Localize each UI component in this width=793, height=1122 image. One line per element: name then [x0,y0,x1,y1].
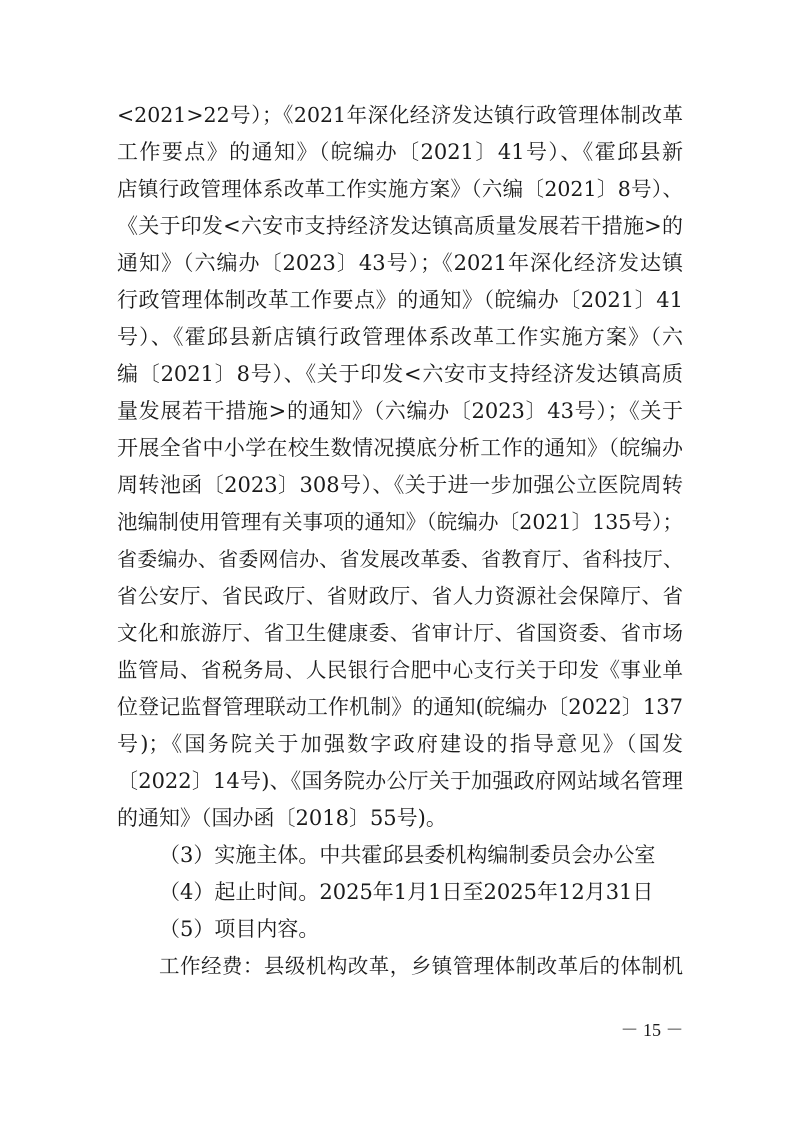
document-body [117,97,683,985]
text-line: 店镇行政管理体系改革工作实施方案》（六编〔2021〕8号）、 [117,177,683,201]
text-line: 〔2022〕14号)、《国务院办公厅关于加强政府网站域名管理 [117,769,683,793]
text-line: 位登记监督管理联动工作机制》的通知(皖编办〔2022〕137 [117,695,683,719]
text-line: 行政管理体制改革工作要点》的通知》（皖编办〔2021〕41 [117,288,683,312]
text-line: 号)；《国务院关于加强数字政府建设的指导意见》（国发 [117,732,683,756]
text-line: 周转池函〔2023〕308号）、《关于进一步加强公立医院周转 [117,473,683,497]
text-line: 编〔2021〕8号）、《关于印发<六安市支持经济发达镇高质 [117,362,683,386]
item-implementing-body: （3）实施主体。中共霍邱县委机构编制委员会办公室 [159,843,656,867]
text-line: 池编制使用管理有关事项的通知》（皖编办〔2021〕135号）； [117,510,683,534]
page-number: － 15 － [620,1020,684,1040]
text-line: 开展全省中小学在校生数情况摸底分析工作的通知》（皖编办 [117,436,683,460]
text-line: 号）、《霍邱县新店镇行政管理体系改革工作实施方案》（六 [117,325,683,349]
closing-paragraph-line: 工作经费：县级机构改革，乡镇管理体制改革后的体制机 [159,954,683,978]
text-line: 省公安厅、省民政厅、省财政厅、省人力资源社会保障厅、省 [117,584,683,608]
text-line: 工作要点》的通知》（皖编办〔2021〕41号）、《霍邱县新 [117,140,683,164]
item-project-content: （5）项目内容。 [159,917,320,941]
item-period: （4）起止时间。2025年1月1日至2025年12月31日 [159,880,654,904]
text-line: 文化和旅游厅、省卫生健康委、省审计厅、省国资委、省市场 [117,621,683,645]
text-line: 通知》（六编办〔2023〕43号）；《2021年深化经济发达镇 [117,251,683,275]
text-line: 省委编办、省委网信办、省发展改革委、省教育厅、省科技厅、 [117,547,683,571]
text-line: 的通知》（国办函〔2018〕55号)。 [117,806,447,830]
text-line: 监管局、省税务局、人民银行合肥中心支行关于印发《事业单 [117,658,683,682]
text-line: 《关于印发<六安市支持经济发达镇高质量发展若干措施>的 [117,214,683,238]
text-line: 量发展若干措施>的通知》（六编办〔2023〕43号）；《关于 [117,399,683,423]
text-line: <2021>22号）；《2021年深化经济发达镇行政管理体制改革 [117,103,683,127]
